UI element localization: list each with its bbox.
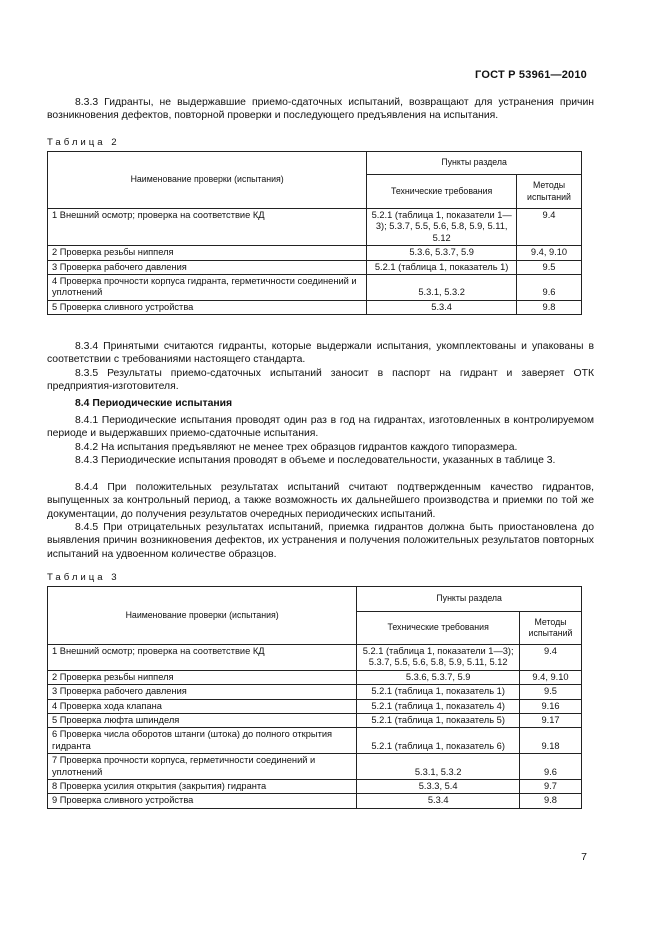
table-cell-req: 5.3.1, 5.3.2 [367,275,517,301]
table-cell-name: 7 Проверка прочности корпуса, герметичности соединений и уплотнений [48,754,357,780]
table-row [48,728,582,754]
table-cell-name: 4 Проверка прочности корпуса гидранта, герметичности соединений и уплотнений [48,275,367,301]
table-3-head-req: Технические требования [357,612,520,645]
table-cell-method: 9.5 [520,685,582,699]
table-cell-req: 5.3.6, 5.3.7, 5.9 [367,246,517,260]
table-cell-req: 5.2.1 (таблица 1, показатель 4) [357,699,520,713]
table-cell-method: 9.4 [517,209,582,246]
table-cell-name: 5 Проверка люфта шпинделя [48,714,357,728]
table-cell-req: 5.2.1 (таблица 1, показатель 1) [357,685,520,699]
table-cell-req: 5.3.6, 5.3.7, 5.9 [357,670,520,684]
paragraph-8-4-5: 8.4.5 При отрицательных результатах испытаний, приемка гидрантов должна быть приостановлена до выявления причин возникновения дефектов, их устранения и получения положительных результатов повторных испытаний на удвоенном количестве образцов. [47,522,594,560]
table-2-head-methods: Методы испытаний [517,175,582,209]
table-cell-name: 9 Проверка сливного устройства [48,794,357,808]
paragraph-8-4-4: 8.4.4 При положительных результатах испытаний считают подтвержденным качество гидрантов, выпущенных за контрольный период, а также возможность их дальнейшего производства и приемки по той же документации, до получения результатов очередных периодических испытаний. [47,482,594,520]
table-row [48,246,582,260]
table-cell-name: 6 Проверка числа оборотов штанги (штока) до полного открытия гидранта [48,728,357,754]
page-number: 7 [581,851,587,863]
table-row [48,685,582,699]
section-title-8-4: 8.4 Периодические испытания [75,398,233,409]
table-row [48,260,582,274]
table-cell-req: 5.3.1, 5.3.2 [357,754,520,780]
table-cell-name: 4 Проверка хода клапана [48,699,357,713]
table-cell-req: 5.3.4 [357,794,520,808]
table-row [48,275,582,301]
table-cell-method: 9.6 [520,754,582,780]
document-id: ГОСТ Р 53961—2010 [475,69,587,81]
table-cell-req: 5.3.3, 5.4 [357,780,520,794]
table-cell-method: 9.17 [520,714,582,728]
table-cell-req: 5.2.1 (таблица 1, показатели 1—3); 5.3.7, 5.5, 5.6, 5.8, 5.9, 5.11, 5.12 [357,645,520,671]
table-cell-method: 9.4 [520,645,582,671]
table-row [48,780,582,794]
table-row [48,699,582,713]
table-cell-method: 9.5 [517,260,582,274]
paragraph-8-3-3: 8.3.3 Гидранты, не выдержавшие приемо-сдаточных испытаний, возвращают для устранения причин возникновения дефектов, повторной проверки и последующего предъявления на испытания. [47,97,594,122]
table-row [48,794,582,808]
table-row [48,754,582,780]
table-cell-name: 3 Проверка рабочего давления [48,685,357,699]
table-cell-req: 5.2.1 (таблица 1, показатель 5) [357,714,520,728]
table-cell-req: 5.2.1 (таблица 1, показатели 1—3); 5.3.7, 5.5, 5.6, 5.8, 5.9, 5.11, 5.12 [367,209,517,246]
table-2 [47,151,582,315]
table-3 [47,586,582,809]
table-cell-method: 9.7 [520,780,582,794]
table-cell-name: 2 Проверка резьбы ниппеля [48,670,357,684]
table-row [48,209,582,246]
table-cell-method: 9.4, 9.10 [520,670,582,684]
table-row [48,670,582,684]
table-row [48,300,582,314]
table-cell-req: 5.2.1 (таблица 1, показатель 1) [367,260,517,274]
table-cell-name: 2 Проверка резьбы ниппеля [48,246,367,260]
paragraph-8-4-2: 8.4.2 На испытания предъявляют не менее трех образцов гидрантов каждого типоразмера. [75,442,518,453]
paragraph-8-3-5: 8.3.5 Результаты приемо-сдаточных испытаний заносит в паспорт на гидрант и заверяет ОТК предприятия-изготовителя. [47,368,594,393]
table-cell-name: 5 Проверка сливного устройства [48,300,367,314]
table-cell-method: 9.8 [520,794,582,808]
table-3-head-name: Наименование проверки (испытания) [48,587,357,645]
table-row [48,714,582,728]
table-cell-name: 1 Внешний осмотр; проверка на соответствие КД [48,209,367,246]
paragraph-8-4-1: 8.4.1 Периодические испытания проводят один раз в год на гидрантах, изготовленных в контролируемом периоде и выдержавших приемо-сдаточные испытания. [47,415,594,440]
table-cell-name: 8 Проверка усилия открытия (закрытия) гидранта [48,780,357,794]
table-2-head-name: Наименование проверки (испытания) [48,152,367,209]
table-cell-name: 1 Внешний осмотр; проверка на соответствие КД [48,645,357,671]
table-cell-method: 9.18 [520,728,582,754]
table-2-head-req: Технические требования [367,175,517,209]
table-cell-method: 9.4, 9.10 [517,246,582,260]
table-2-caption: Таблица 2 [47,137,120,148]
table-cell-name: 3 Проверка рабочего давления [48,260,367,274]
table-cell-req: 5.3.4 [367,300,517,314]
table-cell-method: 9.8 [517,300,582,314]
table-3-head-group: Пункты раздела [357,587,582,612]
table-cell-method: 9.16 [520,699,582,713]
table-2-head-group: Пункты раздела [367,152,582,175]
paragraph-8-4-3: 8.4.3 Периодические испытания проводят в объеме и последовательности, указанных в таблице 3. [75,455,556,466]
table-3-head-methods: Методы испытаний [520,612,582,645]
table-cell-method: 9.6 [517,275,582,301]
table-3-caption: Таблица 3 [47,572,120,583]
table-cell-req: 5.2.1 (таблица 1, показатель 6) [357,728,520,754]
paragraph-8-3-4: 8.3.4 Принятыми считаются гидранты, которые выдержали испытания, укомплектованы и упакованы в соответствии с требованиями настоящего стандарта. [47,341,594,366]
table-row [48,645,582,671]
